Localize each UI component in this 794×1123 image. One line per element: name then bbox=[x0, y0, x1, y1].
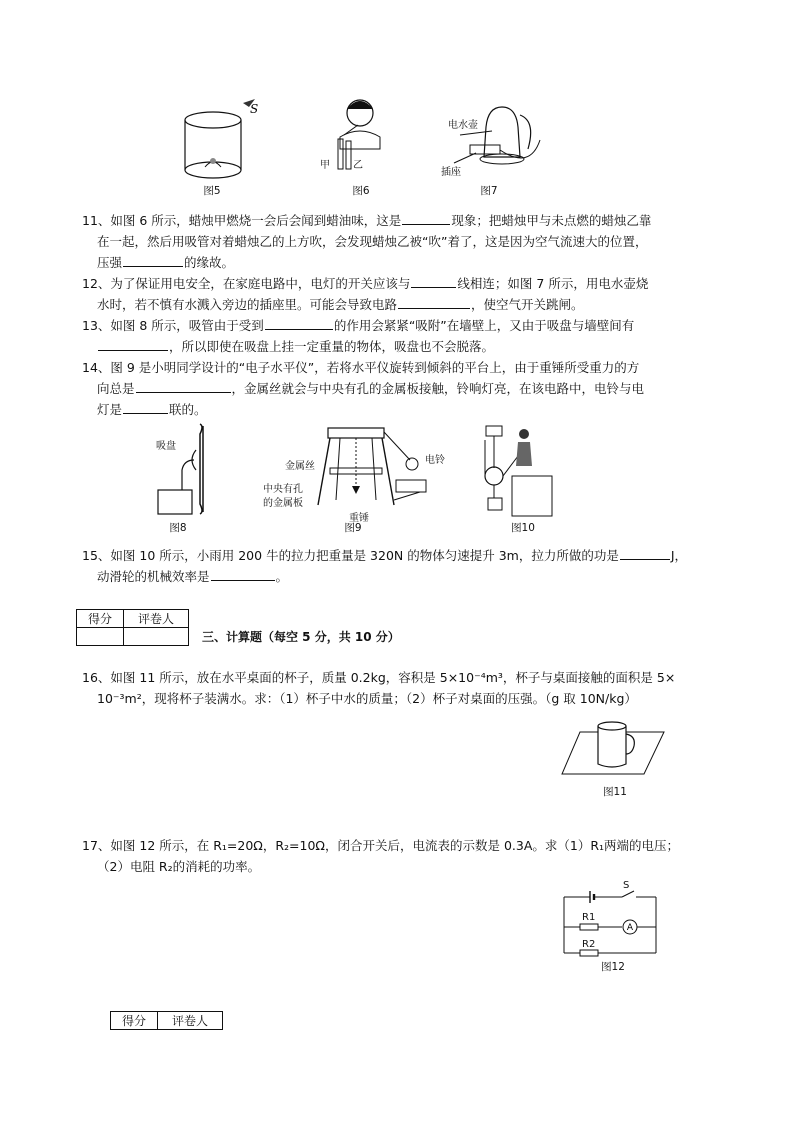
q14-blank-1[interactable] bbox=[136, 380, 231, 393]
figure-10-caption: 图10 bbox=[511, 522, 535, 534]
fig9-plate-label-1: 中央有孔 bbox=[263, 484, 303, 495]
fig8-suction-label: 吸盘 bbox=[156, 441, 176, 452]
q16-text-1: 16、如图 11 所示，放在水平桌面的杯子，质量 0.2kg，容积是 5×10⁻⁴m³，杯子与桌面接触的面积是 5× bbox=[82, 670, 676, 685]
q13-text-1a: 13、如图 8 所示，吸管由于受到 bbox=[82, 318, 264, 333]
r2-label: R2 bbox=[582, 939, 596, 950]
grader-cell[interactable] bbox=[124, 628, 189, 646]
q15-blank-1[interactable] bbox=[620, 547, 670, 560]
q11-text-2: 在一起，然后用吸管对着蜡烛乙的上方吹，会发现蜡烛乙被“吹”着了，这是因为空气流速大的位置， bbox=[97, 234, 648, 249]
fig5-letter: S bbox=[250, 102, 259, 116]
q11-text-1b: 现象；把蜡烛甲与未点燃的蜡烛乙靠 bbox=[451, 213, 652, 228]
q15-text-2a: 动滑轮的机械效率是 bbox=[97, 569, 210, 584]
q13-text-2b: ，所以即使在吸盘上挂一定重量的物体，吸盘也不会脱落。 bbox=[169, 339, 495, 354]
question-15 bbox=[82, 545, 712, 587]
figure-6-caption: 图6 bbox=[352, 185, 370, 197]
figure-9-electronic-level bbox=[300, 420, 450, 522]
question-17 bbox=[82, 835, 712, 877]
figure-12-circuit bbox=[560, 885, 660, 961]
r1-label: R1 bbox=[582, 912, 596, 923]
q16-text-2: 10⁻³m²，现将杯子装满水。求：（1）杯子中水的质量；（2）杯子对桌面的压强。（g 取 10N/kg） bbox=[97, 691, 637, 706]
score-header-2: 得分 bbox=[111, 1012, 158, 1030]
figure-8-suction-cup bbox=[150, 420, 220, 522]
score-table bbox=[76, 609, 189, 646]
q12-text-2b: ，使空气开关跳闸。 bbox=[471, 297, 584, 312]
q12-blank-1[interactable] bbox=[411, 275, 456, 288]
figure-5-caption: 图5 bbox=[203, 185, 221, 197]
figure-9-caption: 图9 bbox=[344, 522, 362, 534]
grader-header: 评卷人 bbox=[124, 610, 189, 628]
q11-text-1a: 11、如图 6 所示，蜡烛甲燃烧一会后会闻到蜡油味，这是 bbox=[82, 213, 402, 228]
q15-blank-2[interactable] bbox=[211, 568, 275, 581]
figure-11-caption: 图11 bbox=[603, 786, 627, 798]
score-cell[interactable] bbox=[77, 628, 124, 646]
switch-label: S bbox=[623, 880, 630, 891]
score-table-2 bbox=[110, 1011, 223, 1030]
q12-text-1b: 线相连；如图 7 所示，用电水壶烧 bbox=[457, 276, 649, 291]
figure-10-pulley bbox=[480, 420, 560, 522]
figure-11-cup-on-table bbox=[560, 718, 670, 780]
question-16 bbox=[82, 667, 712, 709]
question-11 bbox=[82, 210, 712, 273]
q13-blank-2[interactable] bbox=[98, 338, 168, 351]
q15-text-1b: J， bbox=[670, 548, 688, 563]
q11-text-3a: 压强 bbox=[97, 255, 123, 270]
q17-text-1: 17、如图 12 所示，在 R₁=20Ω，R₂=10Ω，闭合开关后，电流表的示数是 0.3A。求（1）R₁两端的电压； bbox=[82, 838, 680, 853]
q14-text-2a: 向总是 bbox=[97, 381, 135, 396]
q11-blank-2[interactable] bbox=[123, 254, 183, 267]
q17-text-2: （2）电阻 R₂的消耗的功率。 bbox=[97, 859, 261, 874]
fig9-plate-label-2: 的金属板 bbox=[263, 498, 303, 509]
fig9-bell-label: 电铃 bbox=[425, 455, 445, 466]
fig6-label-a: 甲 bbox=[320, 160, 330, 171]
grader-header-2: 评卷人 bbox=[158, 1012, 223, 1030]
q14-text-3a: 灯是 bbox=[97, 402, 123, 417]
q15-text-1a: 15、如图 10 所示，小雨用 200 牛的拉力把重量是 320N 的物体匀速提升 3m，拉力所做的功是 bbox=[82, 548, 619, 563]
q14-text-2b: ，金属丝就会与中央有孔的金属板接触，铃响灯亮，在该电路中，电铃与电 bbox=[231, 381, 645, 396]
ammeter-label: A bbox=[626, 923, 634, 933]
fig9-wire-label: 金属丝 bbox=[285, 461, 315, 472]
q11-blank-1[interactable] bbox=[402, 212, 450, 225]
figure-12-caption: 图12 bbox=[601, 961, 625, 973]
figure-5-jar bbox=[175, 95, 265, 185]
score-header: 得分 bbox=[77, 610, 124, 628]
question-13 bbox=[82, 315, 712, 357]
q13-blank-1[interactable] bbox=[265, 317, 333, 330]
figure-8-caption: 图8 bbox=[169, 522, 187, 534]
q14-text-1: 14、图 9 是小明同学设计的“电子水平仪”，若将水平仪旋转到倾斜的平台上，由于重锤所受重力的方 bbox=[82, 360, 640, 375]
q15-text-2b: 。 bbox=[275, 569, 289, 584]
q12-text-2a: 水时，若不慎有水溅入旁边的插座里。可能会导致电路 bbox=[97, 297, 398, 312]
fig7-kettle-label: 电水壶 bbox=[448, 120, 478, 131]
q12-text-1a: 12、为了保证用电安全，在家庭电路中，电灯的开关应该与 bbox=[82, 276, 411, 291]
q14-blank-2[interactable] bbox=[123, 401, 168, 414]
fig9-weight-label: 重锤 bbox=[349, 513, 369, 524]
question-14 bbox=[82, 357, 712, 420]
q11-text-3b: 的缘故。 bbox=[184, 255, 235, 270]
section-3-heading: 三、计算题（每空 5 分，共 10 分） bbox=[202, 630, 400, 644]
fig6-label-b: 乙 bbox=[353, 160, 363, 171]
fig7-socket-label: 插座 bbox=[441, 167, 461, 178]
q14-text-3b: 联的。 bbox=[169, 402, 207, 417]
question-12 bbox=[82, 273, 712, 315]
q12-blank-2[interactable] bbox=[398, 296, 470, 309]
q13-text-1b: 的作用会紧紧“吸附”在墙壁上，又由于吸盘与墙壁间有 bbox=[333, 318, 635, 333]
figure-7-caption: 图7 bbox=[480, 185, 498, 197]
